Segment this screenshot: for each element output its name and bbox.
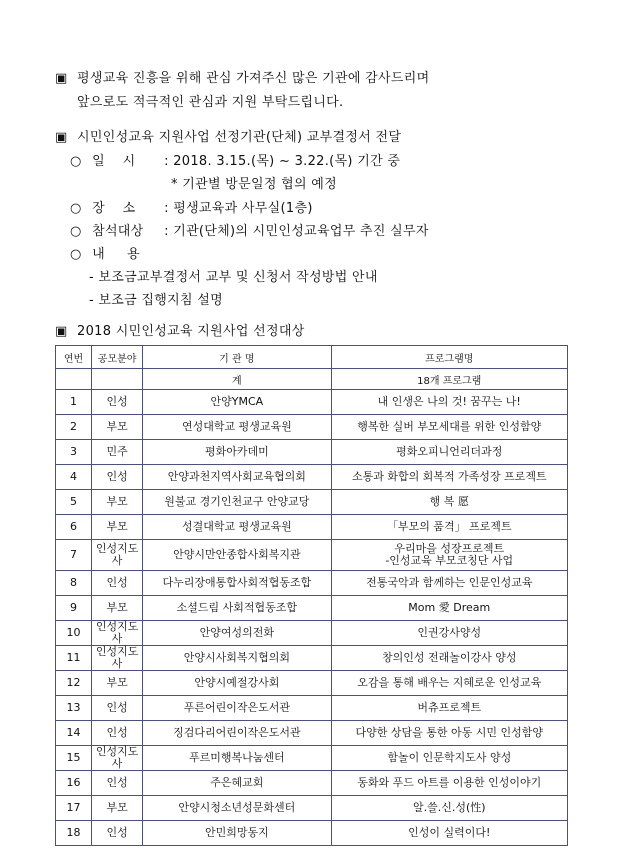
cell-org: 성결대학교 평생교육원 <box>143 515 331 540</box>
table-row <box>56 621 568 646</box>
cell-no: 11 <box>56 646 92 671</box>
note-text: * 기관별 방문일정 협의 예정 <box>171 177 337 192</box>
cell-no: 10 <box>56 621 92 646</box>
cell-no: 9 <box>56 596 92 621</box>
cell-program: 우리마을 성장프로젝트 -인성교육 부모코칭단 사업 <box>331 540 567 571</box>
table-row <box>56 515 568 540</box>
cell-field: 인성 <box>92 771 143 796</box>
cell-no: 16 <box>56 771 92 796</box>
table-row <box>56 540 568 571</box>
table-row <box>56 821 568 846</box>
cell-field: 부모 <box>92 796 143 821</box>
cell-field: 인성 <box>92 465 143 490</box>
header-program: 프로그램명 <box>331 346 567 369</box>
cell-no: 2 <box>56 415 92 440</box>
cell-org: 주은혜교회 <box>143 771 331 796</box>
cell-no: 17 <box>56 796 92 821</box>
item-date <box>70 153 400 171</box>
section1-title-text: 시민인성교육 지원사업 선정기관(단체) 교부결정서 전달 <box>77 130 402 145</box>
item-attendees <box>70 223 429 241</box>
table-row <box>56 415 568 440</box>
cell-no: 15 <box>56 746 92 771</box>
cell-no: 7 <box>56 540 92 571</box>
cell-org: 안양시만안종합사회복지관 <box>143 540 331 571</box>
item-label: 일 시 <box>92 154 136 169</box>
cell-org: 푸른어린이작은도서관 <box>143 696 331 721</box>
cell-program: Mom 愛 Dream <box>331 596 567 621</box>
intro-line-2 <box>77 94 343 112</box>
cell-org: 연성대학교 평생교육원 <box>143 415 331 440</box>
cell-no: 3 <box>56 440 92 465</box>
cell-field: 부모 <box>92 596 143 621</box>
cell-no: 6 <box>56 515 92 540</box>
cell-field: 인성지도사 <box>92 540 143 571</box>
section1-title <box>55 129 401 147</box>
cell-org: 소셜드림 사회적협동조합 <box>143 596 331 621</box>
selection-table <box>55 345 568 846</box>
cell-field: 부모 <box>92 515 143 540</box>
subitem-text: - 보조금교부결정서 교부 및 신청서 작성방법 안내 <box>89 270 378 285</box>
section-marker-icon: ▣ <box>55 71 68 86</box>
cell-org: 다누리장애통합사회적협동조합 <box>143 571 331 596</box>
item-label: 참석대상 <box>92 224 144 239</box>
cell-field: 인성 <box>92 821 143 846</box>
cell-field: 부모 <box>92 415 143 440</box>
cell-program: 「부모의 품격」 프로젝트 <box>331 515 567 540</box>
table-row <box>56 796 568 821</box>
total-program: 18개 프로그램 <box>331 369 567 390</box>
header-no: 연번 <box>56 346 92 369</box>
cell-program: 내 인생은 나의 것! 꿈꾸는 나! <box>331 390 567 415</box>
total-empty <box>56 369 92 390</box>
total-org: 계 <box>143 369 331 390</box>
cell-program: 버츄프로젝트 <box>331 696 567 721</box>
table-row <box>56 721 568 746</box>
cell-org: 안민희망동지 <box>143 821 331 846</box>
cell-no: 12 <box>56 671 92 696</box>
cell-org: 안양시청소년성문화센터 <box>143 796 331 821</box>
cell-org: 안양시사회복지협의회 <box>143 646 331 671</box>
cell-no: 4 <box>56 465 92 490</box>
intro-text-2: 앞으로도 적극적인 관심과 지원 부탁드립니다. <box>77 95 344 110</box>
item-value: 기관(단체)의 시민인성교육업무 추진 실무자 <box>173 224 429 239</box>
intro-line-1 <box>55 70 429 88</box>
circle-bullet-icon: ○ <box>70 224 82 239</box>
section-marker-icon: ▣ <box>55 130 68 145</box>
item-note <box>171 176 337 194</box>
cell-program: 소통과 화합의 회복적 가족성장 프로젝트 <box>331 465 567 490</box>
cell-program: 인권강사양성 <box>331 621 567 646</box>
subitem-2 <box>89 292 223 310</box>
table-row <box>56 771 568 796</box>
cell-no: 8 <box>56 571 92 596</box>
cell-no: 13 <box>56 696 92 721</box>
cell-org: 안양YMCA <box>143 390 331 415</box>
cell-field: 인성 <box>92 721 143 746</box>
cell-program: 평화오피니언리더과정 <box>331 440 567 465</box>
cell-field: 인성지도사 <box>92 621 143 646</box>
cell-field: 민주 <box>92 440 143 465</box>
item-content <box>70 246 140 264</box>
cell-no: 5 <box>56 490 92 515</box>
cell-field: 인성 <box>92 390 143 415</box>
cell-program: 행복한 실버 부모세대를 위한 인성함양 <box>331 415 567 440</box>
table-row <box>56 390 568 415</box>
cell-no: 14 <box>56 721 92 746</box>
header-field: 공모분야 <box>92 346 143 369</box>
cell-org: 원불교 경기인천교구 안양교당 <box>143 490 331 515</box>
table-row <box>56 646 568 671</box>
table-row <box>56 596 568 621</box>
section-marker-icon: ▣ <box>55 324 68 339</box>
cell-field: 인성 <box>92 571 143 596</box>
cell-org: 푸르미행복나눔센터 <box>143 746 331 771</box>
table-row <box>56 571 568 596</box>
cell-program: 알.쓸.신.성(性) <box>331 796 567 821</box>
table-row <box>56 440 568 465</box>
cell-field: 부모 <box>92 671 143 696</box>
cell-program: 동화와 푸드 아트를 이용한 인성이야기 <box>331 771 567 796</box>
header-org: 기 관 명 <box>143 346 331 369</box>
table-row <box>56 465 568 490</box>
item-value: 평생교육과 사무실(1층) <box>173 201 313 216</box>
cell-program: 창의인성 전래놀이강사 양성 <box>331 646 567 671</box>
table-row <box>56 490 568 515</box>
cell-field: 부모 <box>92 490 143 515</box>
cell-org: 안양과천지역사회교육협의회 <box>143 465 331 490</box>
cell-program: 함놀이 인문학지도사 양성 <box>331 746 567 771</box>
item-sep: : <box>164 201 169 216</box>
subitem-text: - 보조금 집행지침 설명 <box>89 293 224 308</box>
item-label: 내 용 <box>92 247 140 262</box>
item-sep: : <box>164 154 169 169</box>
cell-org: 안양여성의전화 <box>143 621 331 646</box>
cell-field: 인성 <box>92 696 143 721</box>
section2-title <box>55 323 305 341</box>
table-header-row <box>56 346 568 369</box>
cell-field: 인성지도사 <box>92 746 143 771</box>
table-row <box>56 696 568 721</box>
cell-program: 다양한 상담을 통한 아동 시민 인성함양 <box>331 721 567 746</box>
cell-program: 인성이 실력이다! <box>331 821 567 846</box>
cell-no: 1 <box>56 390 92 415</box>
item-value: 2018. 3.15.(목) ~ 3.22.(목) 기간 중 <box>173 154 401 169</box>
cell-program: 행 복 愿 <box>331 490 567 515</box>
intro-text-1: 평생교육 진흥을 위해 관심 가져주신 많은 기관에 감사드리며 <box>77 71 430 86</box>
item-label: 장 소 <box>92 201 136 216</box>
circle-bullet-icon: ○ <box>70 154 82 169</box>
circle-bullet-icon: ○ <box>70 201 82 216</box>
cell-program: 전통국악과 함께하는 인문인성교육 <box>331 571 567 596</box>
item-place <box>70 200 313 218</box>
cell-org: 안양시예절강사회 <box>143 671 331 696</box>
cell-program: 오감을 통해 배우는 지혜로운 인성교육 <box>331 671 567 696</box>
circle-bullet-icon: ○ <box>70 247 82 262</box>
item-sep: : <box>164 224 169 239</box>
subitem-1 <box>89 269 378 287</box>
table-row <box>56 671 568 696</box>
total-empty <box>92 369 143 390</box>
section2-title-text: 2018 시민인성교육 지원사업 선정대상 <box>77 324 305 339</box>
cell-org: 평화아카데미 <box>143 440 331 465</box>
cell-org: 징검다리어린이작은도서관 <box>143 721 331 746</box>
cell-no: 18 <box>56 821 92 846</box>
table-total-row <box>56 369 568 390</box>
cell-field: 인성지도사 <box>92 646 143 671</box>
table-row <box>56 746 568 771</box>
